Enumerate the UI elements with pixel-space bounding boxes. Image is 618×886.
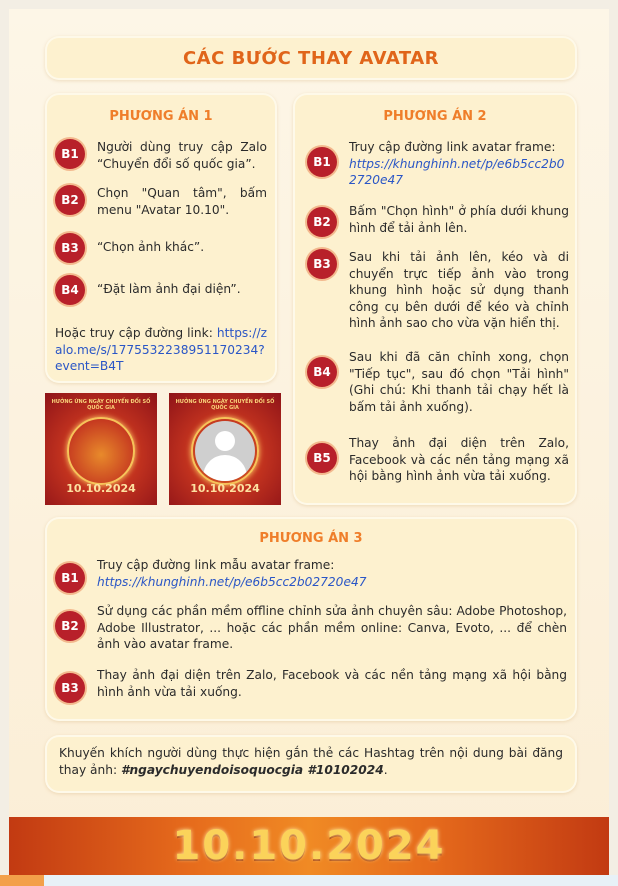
option1-step-4 (55, 275, 267, 305)
step-text: Thay ảnh đại diện trên Zalo, Facebook và các nền tảng mạng xã hội bằng hình ảnh vừa tải xuống. (349, 436, 569, 483)
step-text: Truy cập đường link mẫu avatar frame: (97, 558, 335, 572)
step-text: Chọn "Quan tâm", bấm menu "Avatar 10.10". (97, 186, 267, 217)
bottom-strip (0, 875, 618, 886)
step-badge: B3 (307, 249, 337, 279)
step-badge: B5 (307, 443, 337, 473)
option2-step-4 (307, 349, 569, 415)
option1-alt-text: Hoặc truy cập đường link: (55, 326, 213, 340)
step-text: “Chọn ảnh khác”. (97, 240, 205, 254)
option2-step-1 (307, 139, 569, 189)
frame-date: 10.10.2024 (66, 482, 136, 495)
step-badge: B1 (55, 139, 85, 169)
note-hashtags: #ngaychuyendoisoquocgia #10102024 (120, 763, 384, 777)
option3-card (45, 517, 577, 721)
step-text: Sau khi đã căn chỉnh xong, chọn "Tiếp tục", sau đó chọn "Tải hình" (Ghi chú: Khi thanh tải chạy hết là bấm tải ảnh xuống). (349, 350, 569, 414)
step-text: Sử dụng các phần mềm offline chỉnh sửa ảnh chuyên sâu: Adobe Photoshop, Adobe Illustrator, ... hoặc các phần mềm online: Canva, Evoto, ... để chèn ảnh vào avatar frame. (97, 604, 567, 651)
option1-alt (55, 325, 267, 375)
step-link[interactable]: https://khunghinh.net/p/e6b5cc2b02720e47 (97, 574, 367, 589)
avatar-frame-sample-1 (45, 393, 157, 505)
step-text: Thay ảnh đại diện trên Zalo, Facebook và các nền tảng mạng xã hội bằng hình ảnh vừa tải xuống. (97, 668, 567, 699)
page-title: CÁC BƯỚC THAY AVATAR (182, 47, 440, 69)
option3-step-3 (55, 667, 567, 703)
option2-step-3 (307, 249, 569, 332)
step-badge: B2 (307, 207, 337, 237)
option1-alt-link[interactable]: https://zalo.me/s/1775532238951170234?event=B4T (55, 326, 267, 373)
step-text: “Đặt làm ảnh đại diện”. (97, 282, 241, 296)
step-badge: B1 (307, 147, 337, 177)
option3-step-2 (55, 603, 567, 653)
frame-ring (67, 417, 135, 485)
step-badge: B3 (55, 233, 85, 263)
frame-ring (191, 417, 259, 485)
step-badge: B1 (55, 563, 85, 593)
hashtag-note-card (45, 735, 577, 793)
hashtag-note (59, 745, 563, 779)
step-badge: B2 (55, 611, 85, 641)
step-badge: B2 (55, 185, 85, 215)
note-text: Khuyến khích người dùng thực hiện gắn thẻ các Hashtag trên nội dung bài đăng thay ảnh: (59, 746, 563, 777)
frame-date: 10.10.2024 (190, 482, 260, 495)
step-text: Người dùng truy cập Zalo “Chuyển đổi số quốc gia”. (97, 140, 267, 171)
option2-card (293, 93, 577, 505)
option1-step-3 (55, 233, 267, 263)
option1-title: PHƯƠNG ÁN 1 (109, 109, 213, 124)
option1-card (45, 93, 277, 383)
option2-step-5 (307, 435, 569, 485)
option3-title: PHƯƠNG ÁN 3 (259, 531, 363, 546)
option3-step-1 (55, 557, 567, 593)
footer-date: 10.10.2024 (172, 823, 446, 869)
title-card (45, 36, 577, 80)
step-text: Bấm "Chọn hình" ở phía dưới khung hình để tải ảnh lên. (349, 204, 569, 235)
note-end: . (383, 763, 388, 777)
avatar-frame-sample-2 (169, 393, 281, 505)
step-text: Sau khi tải ảnh lên, kéo và di chuyển trực tiếp ảnh vào trong khung hình hoặc sử dụng thanh công cụ bên dưới để kéo và chỉnh hình ảnh sao cho vừa vặn hiển thị. (349, 250, 569, 330)
step-badge: B4 (307, 357, 337, 387)
option2-title: PHƯƠNG ÁN 2 (383, 109, 487, 124)
step-badge: B4 (55, 275, 85, 305)
frame-header: HƯỞNG ỨNG NGÀY CHUYỂN ĐỔI SỐ QUỐC GIA (51, 399, 151, 411)
footer-banner (9, 817, 609, 875)
option1-step-1 (55, 139, 267, 172)
infographic-page (9, 9, 609, 875)
option1-step-2 (55, 185, 267, 218)
step-text: Truy cập đường link avatar frame: (349, 140, 556, 154)
option2-step-2 (307, 203, 569, 237)
step-link[interactable]: https://khunghinh.net/p/e6b5cc2b02720e47 (349, 156, 565, 187)
step-badge: B3 (55, 673, 85, 703)
frame-header: HƯỞNG ỨNG NGÀY CHUYỂN ĐỔI SỐ QUỐC GIA (175, 399, 275, 411)
